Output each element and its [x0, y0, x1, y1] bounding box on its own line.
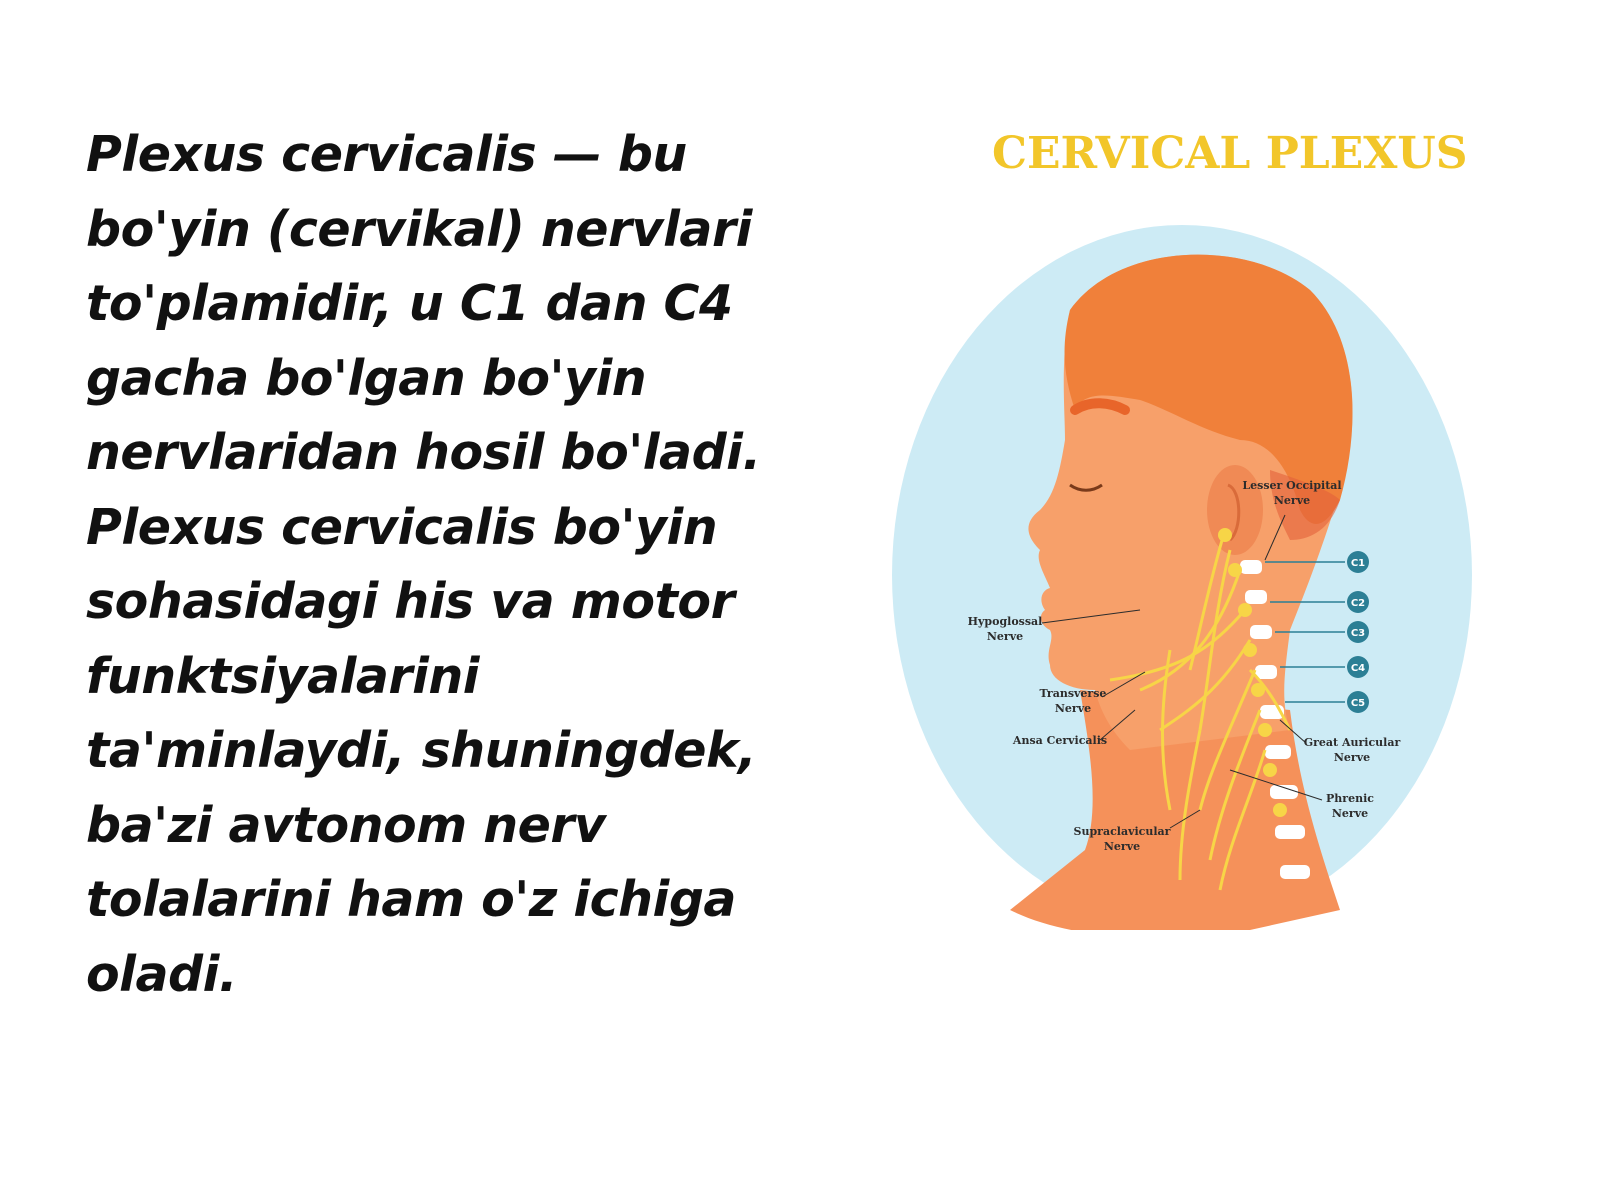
label-hypoglossal-2: Nerve	[986, 630, 1024, 643]
label-hypoglossal-1: Hypoglossal	[967, 615, 1043, 628]
badge-c3: C3	[1350, 628, 1366, 639]
body-paragraph: Plexus cervicalis — bu bo'yin (cervikal) nervlari to'plamidir, u C1 dan C4 gacha bo'lgan bo'yin nervlaridan hosil bo'ladi. Plexus cervicalis bo'yin sohasidagi his va motor funktsiyalarini ta'minlaydi, shuningdek, ba'zi avtonom nerv tolalarini ham o'z ichiga oladi.	[86, 126, 761, 1003]
label-transverse-2: Nerve	[1054, 702, 1092, 715]
label-phrenic-2: Nerve	[1331, 807, 1369, 820]
label-great-auricular-1: Great Auricular	[1303, 736, 1401, 749]
badge-c4: C4	[1350, 663, 1366, 674]
cervical-plexus-figure	[870, 110, 1520, 930]
cervical-plexus-illustration	[870, 110, 1520, 930]
badge-c1: C1	[1350, 558, 1366, 569]
label-lesser-occipital-1: Lesser Occipital	[1242, 479, 1342, 492]
badge-c5: C5	[1350, 698, 1366, 709]
label-phrenic-1: Phrenic	[1326, 792, 1374, 805]
label-lesser-occipital-2: Nerve	[1273, 494, 1311, 507]
badge-c2: C2	[1350, 598, 1366, 609]
figure-title: CERVICAL PLEXUS	[992, 128, 1468, 179]
label-supraclavicular-2: Nerve	[1103, 840, 1141, 853]
label-ansa-cervicalis: Ansa Cervicalis	[1012, 734, 1108, 747]
label-transverse-1: Transverse	[1039, 687, 1107, 700]
label-great-auricular-2: Nerve	[1333, 751, 1371, 764]
label-supraclavicular-1: Supraclavicular	[1073, 825, 1171, 838]
